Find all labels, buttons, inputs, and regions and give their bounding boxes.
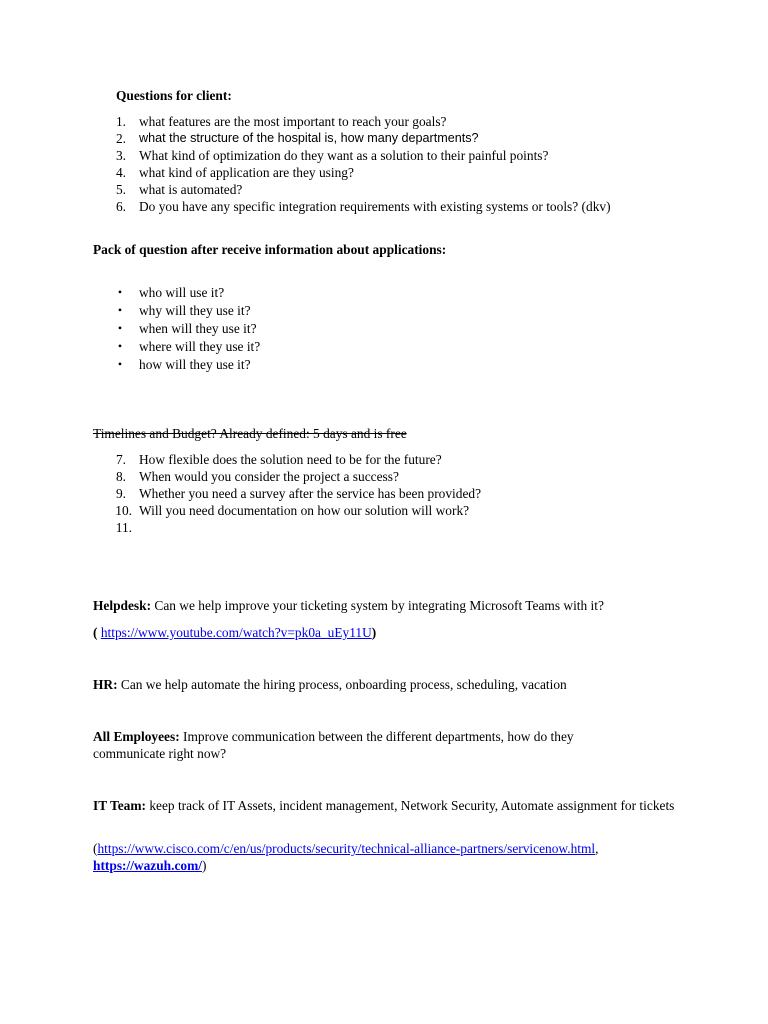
item-number: 5. (115, 182, 126, 197)
it-team-text: keep track of IT Assets, incident management, Network Security, Automate assignment for tickets (145, 798, 675, 813)
open-paren: ( (93, 841, 98, 856)
item-number: 11. (115, 520, 132, 535)
item-number: 3. (115, 148, 126, 163)
item-text: what features are the most important to reach your goals? (139, 114, 447, 129)
item-number: 10. (115, 503, 132, 518)
all-employees-label: All Employees: (93, 729, 180, 744)
item-text: why will they use it? (139, 303, 251, 318)
item-text: who will use it? (139, 285, 225, 300)
item-text: Do you have any specific integration requirements with existing systems or tools? (dkv) (139, 199, 611, 214)
bullet-icon: • (117, 303, 123, 317)
item-text: what is automated? (139, 182, 243, 197)
item-text: How flexible does the solution need to be for the future? (139, 452, 442, 467)
item-number: 9. (115, 486, 126, 501)
item-text: when will they use it? (139, 321, 257, 336)
bullet-icon: • (117, 357, 123, 371)
hr-text: Can we help automate the hiring process, onboarding process, scheduling, vacation (117, 677, 567, 692)
timelines-struck-text: Timelines and Budget? Already defined: 5 days and is free (93, 426, 407, 441)
it-team-label: IT Team: (93, 798, 146, 813)
item-text: how will they use it? (139, 357, 251, 372)
questions-heading: Questions for client: (116, 88, 232, 103)
helpdesk-text: Can we help improve your ticketing system by integrating Microsoft Teams with it? (151, 598, 604, 613)
it-team-paragraph (93, 797, 678, 814)
all-employees-paragraph (93, 728, 613, 762)
item-text: What kind of optimization do they want as a solution to their painful points? (139, 148, 549, 163)
item-number: 8. (115, 469, 126, 484)
item-number: 7. (115, 452, 126, 467)
item-text: Whether you need a survey after the service has been provided? (139, 486, 482, 501)
pack-heading: Pack of question after receive information about applications: (93, 242, 447, 257)
link-separator: , (595, 841, 599, 856)
close-paren: ) (202, 858, 207, 873)
bullet-icon: • (117, 339, 123, 353)
hr-label: HR: (93, 677, 118, 692)
cisco-link[interactable]: https://www.cisco.com/c/en/us/products/security/technical-alliance-partners/servicenow.html (97, 841, 596, 856)
all-employees-text: Improve communication between the different departments, how do they communicate right now? (93, 729, 574, 761)
item-number: 1. (115, 114, 126, 129)
item-number: 4. (115, 165, 126, 180)
helpdesk-label: Helpdesk: (93, 598, 152, 613)
item-text: When would you consider the project a success? (139, 469, 399, 484)
item-text: where will they use it? (139, 339, 261, 354)
item-number: 6. (115, 199, 126, 214)
helpdesk-paragraph (93, 597, 604, 614)
item-text: Will you need documentation on how our solution will work? (139, 503, 470, 518)
bullet-icon: • (117, 321, 123, 335)
bullet-icon: • (117, 285, 123, 299)
wazuh-link[interactable]: https://wazuh.com/ (93, 858, 202, 873)
item-text: what the structure of the hospital is, how many departments? (139, 131, 479, 145)
youtube-link[interactable]: https://www.youtube.com/watch?v=pk0a_uEy11U (100, 625, 372, 640)
item-text: what kind of application are they using? (139, 165, 354, 180)
item-number: 2. (115, 131, 126, 146)
helpdesk-link-line (93, 624, 376, 641)
open-paren: ( (93, 625, 101, 640)
close-paren: ) (371, 625, 377, 640)
it-team-links (93, 840, 653, 874)
hr-paragraph (93, 676, 567, 693)
